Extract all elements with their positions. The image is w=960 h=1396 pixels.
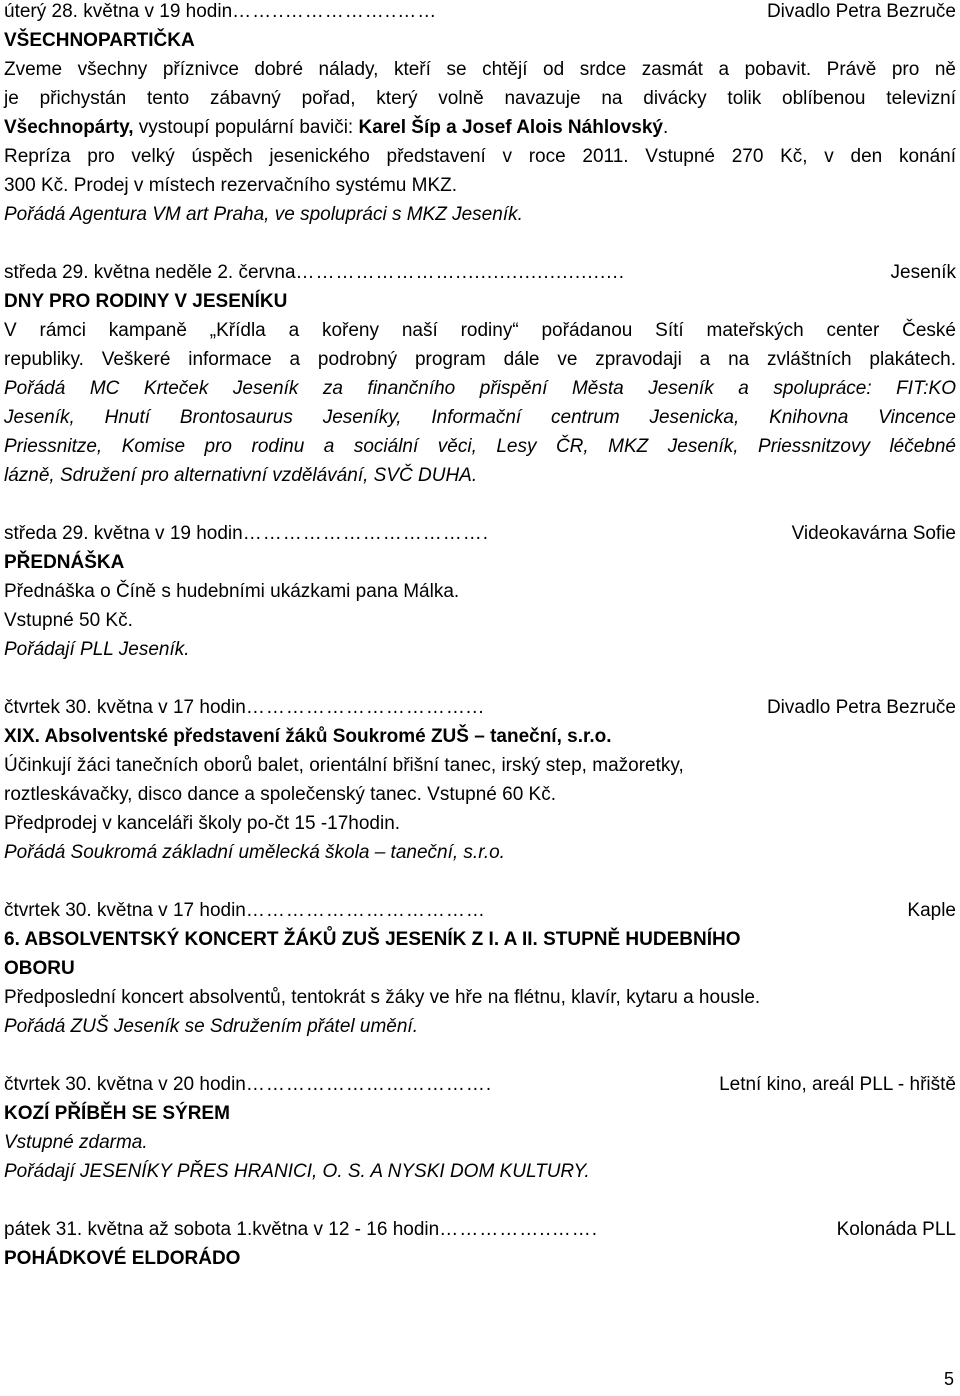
event-date: středa 29. května v 19 hodin [4,523,243,544]
event-organizer: Pořádá Agentura VM art Praha, ve spolupráci s MKZ Jeseník. [4,204,523,225]
event-date: čtvrtek 30. května v 17 hodin [4,900,246,921]
event-title: DNY PRO RODINY V JESENÍKU [4,291,288,312]
event-organizer: Pořádají PLL Jeseník. [4,639,190,660]
leader-dots: ……………………………… [245,900,486,921]
event-organizer: Pořádá ZUŠ Jeseník se Sdružením přátel umění. [4,1016,418,1037]
performers: Karel Šíp a Josef Alois Náhlovský [358,117,663,138]
leader-dots: ……………………........................... [295,262,626,283]
event-dateline [4,1215,956,1244]
event-dateline [4,519,956,548]
event-title: PŘEDNÁŠKA [4,552,125,573]
event-organizer: Pořádá MC Krteček Jeseník za finančního přispění Města Jeseník a spolupráce: FIT:KO [4,378,956,399]
event-description-line: Zveme všechny příznivce dobré nálady, kteří se chtějí od srdce zasmát a pobavit. Právě pro ně [4,59,956,80]
event-description-line: je přichystán tento zábavný pořad, který volně navazuje na divácky tolik oblíbenou televizní [4,88,956,109]
event-title: KOZÍ PŘÍBĚH SE SÝREM [4,1103,230,1124]
event-date: čtvrtek 30. května v 17 hodin [4,697,246,718]
event-vsechnoparticka [4,0,956,229]
event-venue: Divadlo Petra Bezruče [766,697,956,718]
event-title: VŠECHNOPARTIČKA [4,30,195,51]
event-description-line: V rámci kampaně „Křídla a kořeny naší rodiny“ pořádanou Sítí mateřských center České [4,320,956,341]
page-number: 5 [943,1369,954,1389]
event-venue: Jeseník [890,262,956,283]
event-venue: Letní kino, areál PLL - hřiště [719,1074,956,1095]
event-title: XIX. Absolventské představení žáků Soukromé ZUŠ – taneční, s.r.o. [4,726,612,747]
show-name: Všechnopárty, [4,117,134,138]
event-venue: Kaple [907,900,956,921]
event-organizer: Pořádají JESENÍKY PŘES HRANICI, O. S. A NYSKI DOM KULTURY. [4,1161,590,1182]
event-organizer: lázně, Sdružení pro alternativní vzdělávání, SVČ DUHA. [4,465,478,486]
leader-dots: ……………..……. [439,1219,599,1240]
event-dateline [4,1070,956,1099]
event-date: pátek 31. května až sobota 1.května v 12 - 16 hodin [4,1219,440,1240]
spacer [4,867,956,896]
leader-dots: ………………………………. [245,1074,493,1095]
event-description-line: Předposlední koncert absolventů, tentokrát s žáky ve hře na flétnu, klavír, kytaru a housle. [4,987,761,1008]
leader-dots: ………………………………. [242,523,489,544]
event-kozi-pribeh [4,1070,956,1186]
event-venue: Divadlo Petra Bezruče [766,1,956,22]
event-date: úterý 28. května v 19 hodin [4,1,233,22]
event-prednaska [4,519,956,664]
event-description-line: Repríza pro velký úspěch jesenického představení v roce 2011. Vstupné 270 Kč, v den konání [4,146,956,167]
event-description-line: 300 Kč. Prodej v místech rezervačního systému MKZ. [4,175,458,196]
event-organizer: Jeseník, Hnutí Brontosaurus Jeseníky, Informační centrum Jesenicka, Knihovna Vincence [4,407,956,428]
event-description-line: Účinkují žáci tanečních oborů balet, orientální břišní tanec, irský step, mažoretky, [4,755,684,776]
event-description-line: Vstupné 50 Kč. [4,610,133,631]
event-description-line: republiky. Veškeré informace a podrobný program dále ve zpravodaji a na zvláštních plakátech. [4,349,956,370]
event-description-line: Předprodej v kanceláři školy po-čt 15 -17hodin. [4,813,401,834]
event-dny-pro-rodiny [4,258,956,490]
document-page [4,0,956,1273]
event-organizer: Pořádá Soukromá základní umělecká škola – taneční, s.r.o. [4,842,505,863]
text-fragment: vystoupí populární baviči: [133,117,359,138]
event-date: čtvrtek 30. května v 20 hodin [4,1074,246,1095]
event-description-line [4,113,956,142]
event-dateline [4,896,956,925]
event-dateline [4,258,956,287]
event-venue: Kolonáda PLL [836,1219,956,1240]
spacer [4,664,956,693]
text-fragment: . [662,117,669,138]
spacer [4,1041,956,1070]
spacer [4,1186,956,1215]
event-pohadkove-eldorado [4,1215,956,1273]
spacer [4,229,956,258]
leader-dots: ……..……………..…… [232,1,438,22]
event-dateline [4,0,956,26]
leader-dots: ……………………………... [245,697,485,718]
event-description-line: Přednáška o Číně s hudebními ukázkami pana Málka. [4,581,460,602]
event-description-line: roztleskávačky, disco dance a společenský tanec. Vstupné 60 Kč. [4,784,557,805]
event-venue: Videokavárna Sofie [791,523,956,544]
event-organizer: Priessnitze, Komise pro rodinu a sociální věci, Lesy ČR, MKZ Jeseník, Priessnitzovy léčebné [4,436,956,457]
event-title-continued: OBORU [4,958,75,979]
event-title: POHÁDKOVÉ ELDORÁDO [4,1248,241,1269]
event-absolventske-predstaveni [4,693,956,867]
event-description-line: Vstupné zdarma. [4,1132,148,1153]
event-date: středa 29. května neděle 2. června [4,262,296,283]
event-dateline [4,693,956,722]
event-title: 6. ABSOLVENTSKÝ KONCERT ŽÁKŮ ZUŠ JESENÍK Z I. A II. STUPNĚ HUDEBNÍHO [4,929,741,950]
spacer [4,490,956,519]
event-absolventsky-koncert [4,896,956,1041]
